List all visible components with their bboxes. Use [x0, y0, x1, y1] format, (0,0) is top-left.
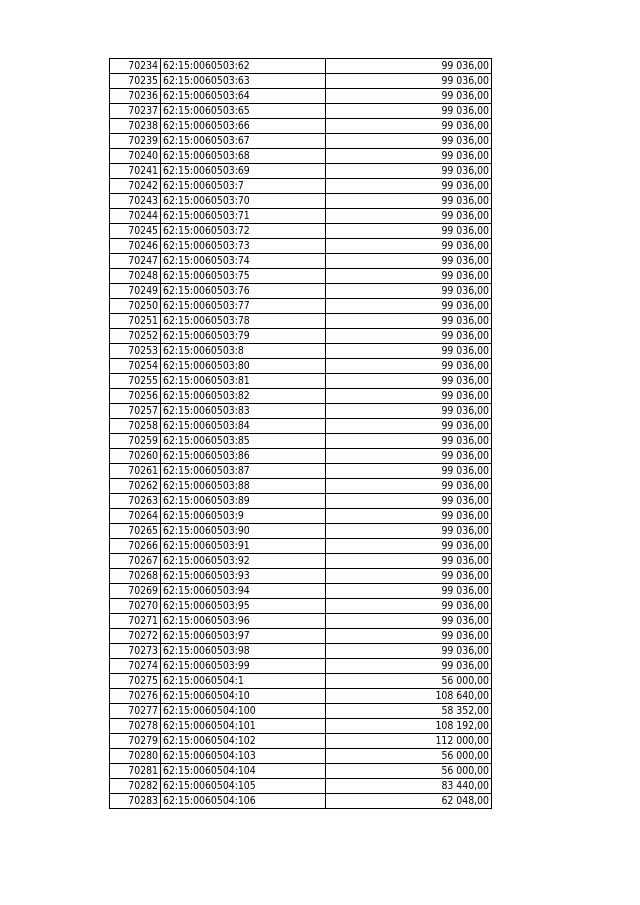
row-number-cell: 70238: [110, 119, 161, 134]
value-cell: 99 036,00: [326, 629, 492, 644]
table-row: [110, 464, 492, 479]
value-cell: 99 036,00: [326, 614, 492, 629]
row-number-cell: 70260: [110, 449, 161, 464]
row-number-cell: 70281: [110, 764, 161, 779]
row-number-cell: 70253: [110, 344, 161, 359]
table-row: [110, 704, 492, 719]
table-row: [110, 224, 492, 239]
value-cell: 56 000,00: [326, 764, 492, 779]
cadastral-number-cell: 62:15:0060503:65: [161, 104, 326, 119]
row-number-cell: 70237: [110, 104, 161, 119]
row-number-cell: 70265: [110, 524, 161, 539]
table-row: [110, 239, 492, 254]
row-number-cell: 70282: [110, 779, 161, 794]
value-cell: 99 036,00: [326, 119, 492, 134]
value-cell: 56 000,00: [326, 749, 492, 764]
row-number-cell: 70269: [110, 584, 161, 599]
value-cell: 99 036,00: [326, 239, 492, 254]
cadastral-value-table: [109, 58, 492, 809]
cadastral-number-cell: 62:15:0060503:69: [161, 164, 326, 179]
table-row: [110, 554, 492, 569]
table-row: [110, 539, 492, 554]
value-cell: 99 036,00: [326, 134, 492, 149]
table-row: [110, 434, 492, 449]
table-row: [110, 479, 492, 494]
table-row: [110, 374, 492, 389]
table-row: [110, 449, 492, 464]
row-number-cell: 70267: [110, 554, 161, 569]
table-row: [110, 194, 492, 209]
table-row: [110, 359, 492, 374]
cadastral-number-cell: 62:15:0060503:94: [161, 584, 326, 599]
value-cell: 99 036,00: [326, 344, 492, 359]
cadastral-number-cell: 62:15:0060503:88: [161, 479, 326, 494]
cadastral-number-cell: 62:15:0060503:89: [161, 494, 326, 509]
row-number-cell: 70242: [110, 179, 161, 194]
value-cell: 99 036,00: [326, 524, 492, 539]
cadastral-number-cell: 62:15:0060503:72: [161, 224, 326, 239]
table-row: [110, 89, 492, 104]
table-row: [110, 674, 492, 689]
table-row: [110, 629, 492, 644]
row-number-cell: 70261: [110, 464, 161, 479]
value-cell: 99 036,00: [326, 89, 492, 104]
cadastral-number-cell: 62:15:0060503:93: [161, 569, 326, 584]
value-cell: 99 036,00: [326, 59, 492, 74]
cadastral-number-cell: 62:15:0060503:70: [161, 194, 326, 209]
row-number-cell: 70278: [110, 719, 161, 734]
value-cell: 99 036,00: [326, 254, 492, 269]
value-cell: 99 036,00: [326, 329, 492, 344]
row-number-cell: 70250: [110, 299, 161, 314]
table-row: [110, 524, 492, 539]
cadastral-number-cell: 62:15:0060503:71: [161, 209, 326, 224]
row-number-cell: 70283: [110, 794, 161, 809]
value-cell: 99 036,00: [326, 539, 492, 554]
table-row: [110, 614, 492, 629]
table-row: [110, 749, 492, 764]
table-row: [110, 599, 492, 614]
row-number-cell: 70275: [110, 674, 161, 689]
cadastral-number-cell: 62:15:0060503:74: [161, 254, 326, 269]
value-cell: 83 440,00: [326, 779, 492, 794]
table-row: [110, 719, 492, 734]
row-number-cell: 70258: [110, 419, 161, 434]
row-number-cell: 70251: [110, 314, 161, 329]
table-row: [110, 734, 492, 749]
table-row: [110, 764, 492, 779]
table-row: [110, 329, 492, 344]
row-number-cell: 70274: [110, 659, 161, 674]
cadastral-number-cell: 62:15:0060504:100: [161, 704, 326, 719]
row-number-cell: 70255: [110, 374, 161, 389]
value-cell: 99 036,00: [326, 479, 492, 494]
row-number-cell: 70268: [110, 569, 161, 584]
row-number-cell: 70254: [110, 359, 161, 374]
row-number-cell: 70271: [110, 614, 161, 629]
table-row: [110, 134, 492, 149]
cadastral-number-cell: 62:15:0060504:104: [161, 764, 326, 779]
table-row: [110, 509, 492, 524]
row-number-cell: 70236: [110, 89, 161, 104]
value-cell: 99 036,00: [326, 584, 492, 599]
table-row: [110, 644, 492, 659]
row-number-cell: 70239: [110, 134, 161, 149]
table-row: [110, 119, 492, 134]
row-number-cell: 70257: [110, 404, 161, 419]
cadastral-number-cell: 62:15:0060504:103: [161, 749, 326, 764]
value-cell: 99 036,00: [326, 104, 492, 119]
cadastral-number-cell: 62:15:0060504:105: [161, 779, 326, 794]
table-row: [110, 404, 492, 419]
cadastral-number-cell: 62:15:0060503:8: [161, 344, 326, 359]
table-row: [110, 269, 492, 284]
cadastral-number-cell: 62:15:0060503:92: [161, 554, 326, 569]
value-cell: 58 352,00: [326, 704, 492, 719]
cadastral-number-cell: 62:15:0060503:96: [161, 614, 326, 629]
table-row: [110, 59, 492, 74]
row-number-cell: 70279: [110, 734, 161, 749]
table-row: [110, 209, 492, 224]
row-number-cell: 70249: [110, 284, 161, 299]
cadastral-number-cell: 62:15:0060503:64: [161, 89, 326, 104]
value-cell: 99 036,00: [326, 179, 492, 194]
table-row: [110, 689, 492, 704]
cadastral-number-cell: 62:15:0060504:1: [161, 674, 326, 689]
value-cell: 99 036,00: [326, 464, 492, 479]
row-number-cell: 70273: [110, 644, 161, 659]
value-cell: 99 036,00: [326, 659, 492, 674]
row-number-cell: 70277: [110, 704, 161, 719]
value-cell: 99 036,00: [326, 314, 492, 329]
row-number-cell: 70280: [110, 749, 161, 764]
table-row: [110, 779, 492, 794]
cadastral-number-cell: 62:15:0060503:99: [161, 659, 326, 674]
cadastral-number-cell: 62:15:0060503:81: [161, 374, 326, 389]
cadastral-number-cell: 62:15:0060503:78: [161, 314, 326, 329]
value-cell: 99 036,00: [326, 509, 492, 524]
row-number-cell: 70243: [110, 194, 161, 209]
cadastral-number-cell: 62:15:0060503:87: [161, 464, 326, 479]
cadastral-number-cell: 62:15:0060504:106: [161, 794, 326, 809]
value-cell: 99 036,00: [326, 224, 492, 239]
cadastral-number-cell: 62:15:0060503:75: [161, 269, 326, 284]
cadastral-number-cell: 62:15:0060503:67: [161, 134, 326, 149]
table-row: [110, 584, 492, 599]
table-row: [110, 149, 492, 164]
cadastral-number-cell: 62:15:0060503:95: [161, 599, 326, 614]
table-row: [110, 389, 492, 404]
row-number-cell: 70241: [110, 164, 161, 179]
cadastral-number-cell: 62:15:0060503:76: [161, 284, 326, 299]
row-number-cell: 70246: [110, 239, 161, 254]
cadastral-number-cell: 62:15:0060503:80: [161, 359, 326, 374]
cadastral-number-cell: 62:15:0060503:77: [161, 299, 326, 314]
value-cell: 108 640,00: [326, 689, 492, 704]
value-cell: 99 036,00: [326, 404, 492, 419]
value-cell: 99 036,00: [326, 644, 492, 659]
cadastral-number-cell: 62:15:0060503:85: [161, 434, 326, 449]
value-cell: 99 036,00: [326, 434, 492, 449]
cadastral-number-cell: 62:15:0060503:7: [161, 179, 326, 194]
table-row: [110, 284, 492, 299]
row-number-cell: 70270: [110, 599, 161, 614]
value-cell: 99 036,00: [326, 419, 492, 434]
value-cell: 99 036,00: [326, 299, 492, 314]
table-row: [110, 314, 492, 329]
value-cell: 99 036,00: [326, 449, 492, 464]
row-number-cell: 70247: [110, 254, 161, 269]
cadastral-number-cell: 62:15:0060503:84: [161, 419, 326, 434]
value-cell: 99 036,00: [326, 194, 492, 209]
value-cell: 99 036,00: [326, 374, 492, 389]
row-number-cell: 70244: [110, 209, 161, 224]
value-cell: 99 036,00: [326, 494, 492, 509]
table-row: [110, 659, 492, 674]
table-row: [110, 179, 492, 194]
row-number-cell: 70266: [110, 539, 161, 554]
cadastral-number-cell: 62:15:0060503:66: [161, 119, 326, 134]
table-row: [110, 164, 492, 179]
value-cell: 99 036,00: [326, 554, 492, 569]
table-body: [110, 59, 492, 809]
row-number-cell: 70234: [110, 59, 161, 74]
cadastral-number-cell: 62:15:0060503:83: [161, 404, 326, 419]
row-number-cell: 70272: [110, 629, 161, 644]
table-row: [110, 104, 492, 119]
row-number-cell: 70245: [110, 224, 161, 239]
table-row: [110, 494, 492, 509]
cadastral-number-cell: 62:15:0060503:98: [161, 644, 326, 659]
cadastral-number-cell: 62:15:0060504:10: [161, 689, 326, 704]
row-number-cell: 70252: [110, 329, 161, 344]
cadastral-number-cell: 62:15:0060503:90: [161, 524, 326, 539]
cadastral-number-cell: 62:15:0060503:82: [161, 389, 326, 404]
value-cell: 99 036,00: [326, 269, 492, 284]
row-number-cell: 70263: [110, 494, 161, 509]
value-cell: 99 036,00: [326, 599, 492, 614]
row-number-cell: 70256: [110, 389, 161, 404]
row-number-cell: 70248: [110, 269, 161, 284]
table-row: [110, 254, 492, 269]
table-row: [110, 794, 492, 809]
value-cell: 99 036,00: [326, 149, 492, 164]
value-cell: 99 036,00: [326, 389, 492, 404]
value-cell: 99 036,00: [326, 359, 492, 374]
cadastral-number-cell: 62:15:0060504:101: [161, 719, 326, 734]
value-cell: 99 036,00: [326, 74, 492, 89]
row-number-cell: 70240: [110, 149, 161, 164]
value-cell: 62 048,00: [326, 794, 492, 809]
cadastral-number-cell: 62:15:0060503:9: [161, 509, 326, 524]
cadastral-number-cell: 62:15:0060503:63: [161, 74, 326, 89]
value-cell: 99 036,00: [326, 164, 492, 179]
row-number-cell: 70264: [110, 509, 161, 524]
row-number-cell: 70235: [110, 74, 161, 89]
cadastral-number-cell: 62:15:0060504:102: [161, 734, 326, 749]
cadastral-number-cell: 62:15:0060503:91: [161, 539, 326, 554]
table-row: [110, 344, 492, 359]
value-cell: 56 000,00: [326, 674, 492, 689]
cadastral-number-cell: 62:15:0060503:62: [161, 59, 326, 74]
value-cell: 99 036,00: [326, 209, 492, 224]
table-row: [110, 74, 492, 89]
cadastral-number-cell: 62:15:0060503:79: [161, 329, 326, 344]
cadastral-number-cell: 62:15:0060503:97: [161, 629, 326, 644]
value-cell: 108 192,00: [326, 719, 492, 734]
row-number-cell: 70262: [110, 479, 161, 494]
row-number-cell: 70276: [110, 689, 161, 704]
cadastral-number-cell: 62:15:0060503:73: [161, 239, 326, 254]
cadastral-number-cell: 62:15:0060503:68: [161, 149, 326, 164]
value-cell: 112 000,00: [326, 734, 492, 749]
value-cell: 99 036,00: [326, 284, 492, 299]
row-number-cell: 70259: [110, 434, 161, 449]
table-row: [110, 569, 492, 584]
table-row: [110, 419, 492, 434]
value-cell: 99 036,00: [326, 569, 492, 584]
cadastral-number-cell: 62:15:0060503:86: [161, 449, 326, 464]
table-row: [110, 299, 492, 314]
